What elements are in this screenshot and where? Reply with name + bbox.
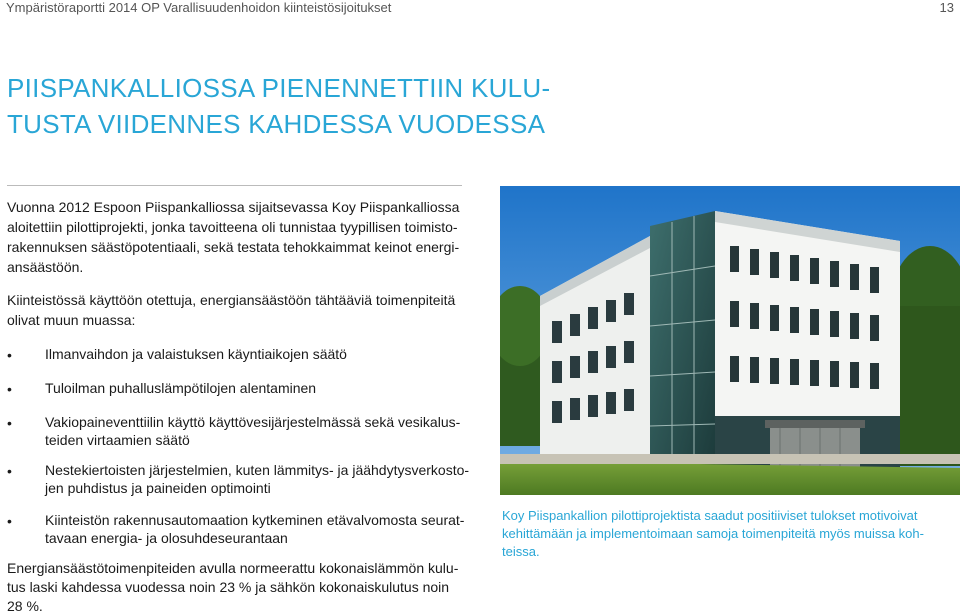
intro-line: aloitettiin pilottiprojekti, jonka tavoitteena oli tunnistaa tyypillisen toimisto- — [7, 219, 458, 235]
bullet-icon: • — [7, 347, 12, 363]
intro-line: rakennuksen säästöpotentiaali, sekä testata tehokkaimmat keinot energi- — [7, 239, 460, 255]
caption-line: kehittämään ja implementoimaan samoja toimenpiteitä myös muissa koh- — [502, 526, 924, 541]
bullet-icon: • — [7, 415, 12, 431]
building-photo — [500, 186, 960, 495]
page-number: 13 — [939, 0, 954, 15]
intro-line: ansäästöön. — [7, 259, 84, 275]
intro-line: Vuonna 2012 Espoon Piispankalliossa sijaitsevassa Koy Piispankalliossa — [7, 199, 460, 215]
list-item-text: jen puhdistus ja paineiden optimointi — [45, 480, 271, 496]
page-title — [7, 70, 607, 142]
report-header-title: Ympäristöraportti 2014 OP Varallisuudenhoidon kiinteistösijoitukset — [6, 0, 392, 15]
list-item-text: Tuloilman puhalluslämpötilojen alentaminen — [45, 380, 317, 396]
list-item-text: Kiinteistön rakennusautomaation kytkeminen etävalvomosta seurat- — [45, 512, 465, 528]
page-title-line: TUSTA VIIDENNES KAHDESSA VUODESSA — [7, 109, 546, 139]
lead-line: olivat muun muassa: — [7, 312, 136, 328]
list-item-text: tavaan energia- ja olosuhdeseurantaan — [45, 530, 288, 546]
intro-paragraph — [7, 197, 467, 277]
photo-caption — [502, 507, 957, 561]
caption-line: teissa. — [502, 544, 540, 559]
list-item-text: Nestekiertoisten järjestelmien, kuten lämmitys- ja jäähdytysverkosto- — [45, 462, 470, 478]
conclusion-line: 28 %. — [7, 598, 43, 614]
caption-line: Koy Piispankallion pilottiprojektista saadut positiiviset tulokset motivoivat — [502, 508, 918, 523]
conclusion-paragraph — [7, 559, 477, 616]
list-item-text: teiden virtaamien säätö — [45, 432, 190, 448]
list-item-text: Vakiopaineventtiilin käyttö käyttövesijärjestelmässä sekä vesikalus- — [45, 414, 461, 430]
bullet-icon: • — [7, 513, 12, 529]
conclusion-line: tus laski kahdessa vuodessa noin 23 % ja sähkön kokonaiskulutus noin — [7, 579, 450, 595]
conclusion-line: Energiansäästötoimenpiteiden avulla normeerattu kokonaislämmön kulu- — [7, 560, 459, 576]
list-item-text: Ilmanvaihdon ja valaistuksen käyntiaikojen säätö — [45, 346, 347, 362]
page-title-line: PIISPANKALLIOSSA PIENENNETTIIN KULU- — [7, 73, 551, 103]
lead-line: Kiinteistössä käyttöön otettuja, energiansäästöön tähtääviä toimenpiteitä — [7, 292, 456, 308]
bullet-icon: • — [7, 381, 12, 397]
divider — [7, 185, 462, 186]
lead-paragraph — [7, 290, 477, 330]
bullet-icon: • — [7, 463, 12, 479]
